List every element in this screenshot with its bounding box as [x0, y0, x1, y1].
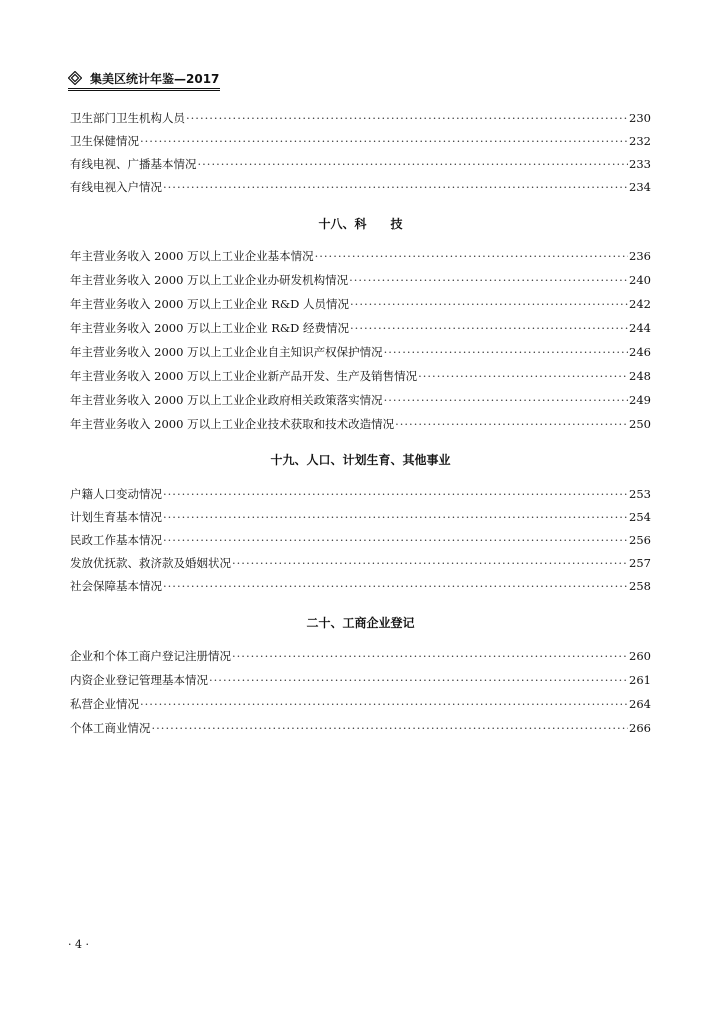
toc-entry[interactable] — [70, 342, 651, 362]
entry-title: 户籍人口变动情况 — [70, 487, 162, 501]
dot-leader — [140, 694, 628, 714]
entry-page: 232 — [629, 134, 651, 148]
page-number: · 4 · — [68, 938, 89, 951]
dot-leader — [209, 670, 628, 690]
entry-title: 年主营业务收入 2000 万以上工业企业政府相关政策落实情况 — [70, 393, 383, 407]
entry-title: 社会保障基本情况 — [70, 579, 162, 593]
entry-title: 年主营业务收入 2000 万以上工业企业自主知识产权保护情况 — [70, 345, 383, 359]
entry-title: 年主营业务收入 2000 万以上工业企业办研发机构情况 — [70, 273, 349, 287]
entry-title: 计划生育基本情况 — [70, 510, 162, 524]
entry-title: 民政工作基本情况 — [70, 533, 162, 547]
entry-title: 企业和个体工商户登记注册情况 — [70, 649, 231, 663]
dot-leader — [418, 366, 628, 386]
toc-entry[interactable] — [70, 576, 651, 596]
entry-page: 236 — [629, 249, 651, 263]
entry-page: 230 — [629, 111, 651, 125]
dot-leader — [349, 270, 628, 290]
entry-page: 257 — [629, 556, 651, 570]
entry-title: 卫生部门卫生机构人员 — [70, 111, 185, 125]
toc-entry[interactable] — [70, 390, 651, 410]
dot-leader — [232, 646, 628, 666]
dot-leader — [315, 246, 628, 266]
dot-leader — [384, 390, 628, 410]
diamond-icon — [68, 71, 82, 85]
entry-page: 233 — [629, 157, 651, 171]
toc-entry[interactable] — [70, 108, 651, 128]
entry-page: 258 — [629, 579, 651, 593]
toc-entry[interactable] — [70, 507, 651, 527]
toc-entry[interactable] — [70, 131, 651, 151]
section-heading-science: 十八、科 技 — [318, 217, 403, 231]
entry-page: 266 — [629, 721, 651, 735]
dot-leader — [152, 718, 629, 738]
dot-leader — [350, 294, 628, 314]
dot-leader — [163, 484, 628, 504]
running-header — [68, 68, 219, 88]
toc-entry[interactable] — [70, 318, 651, 338]
section-heading-population: 十九、人口、计划生育、其他事业 — [270, 453, 451, 467]
entry-title: 年主营业务收入 2000 万以上工业企业新产品开发、生产及销售情况 — [70, 369, 418, 383]
toc-entry[interactable] — [70, 694, 651, 714]
entry-title: 年主营业务收入 2000 万以上工业企业 R&D 人员情况 — [70, 297, 350, 311]
toc-entry[interactable] — [70, 646, 651, 666]
entry-page: 234 — [629, 180, 651, 194]
dot-leader — [350, 318, 628, 338]
toc-entry[interactable] — [70, 294, 651, 314]
toc-entry[interactable] — [70, 177, 651, 197]
toc-entry[interactable] — [70, 670, 651, 690]
dot-leader — [163, 576, 628, 596]
header-rule — [68, 88, 220, 91]
entry-page: 240 — [629, 273, 651, 287]
entry-title: 有线电视、广播基本情况 — [70, 157, 197, 171]
dot-leader — [395, 414, 628, 434]
dot-leader — [163, 530, 628, 550]
entry-page: 256 — [629, 533, 651, 547]
toc-entry[interactable] — [70, 270, 651, 290]
dot-leader — [198, 154, 629, 174]
toc-entry[interactable] — [70, 718, 651, 738]
entry-page: 248 — [629, 369, 651, 383]
entry-title: 内资企业登记管理基本情况 — [70, 673, 208, 687]
toc-entry[interactable] — [70, 484, 651, 504]
entry-page: 246 — [629, 345, 651, 359]
entry-title: 个体工商业情况 — [70, 721, 151, 735]
entry-page: 261 — [629, 673, 651, 687]
entry-title: 年主营业务收入 2000 万以上工业企业 R&D 经费情况 — [70, 321, 350, 335]
entry-title: 卫生保健情况 — [70, 134, 139, 148]
toc-entry[interactable] — [70, 530, 651, 550]
toc-entry[interactable] — [70, 414, 651, 434]
entry-page: 253 — [629, 487, 651, 501]
header-title: 集美区统计年鉴—2017 — [90, 71, 220, 86]
entry-page: 260 — [629, 649, 651, 663]
entry-page: 264 — [629, 697, 651, 711]
entry-page: 250 — [629, 417, 651, 431]
entry-title: 私营企业情况 — [70, 697, 139, 711]
section-heading-business-registration: 二十、工商企业登记 — [306, 616, 415, 630]
entry-title: 年主营业务收入 2000 万以上工业企业基本情况 — [70, 249, 314, 263]
entry-page: 254 — [629, 510, 651, 524]
toc-entry[interactable] — [70, 154, 651, 174]
dot-leader — [384, 342, 628, 362]
toc-entry[interactable] — [70, 246, 651, 266]
entry-title: 年主营业务收入 2000 万以上工业企业技术获取和技术改造情况 — [70, 417, 395, 431]
dot-leader — [186, 108, 628, 128]
toc-entry[interactable] — [70, 553, 651, 573]
entry-page: 244 — [629, 321, 651, 335]
entry-title: 有线电视入户情况 — [70, 180, 162, 194]
dot-leader — [163, 507, 628, 527]
entry-title: 发放优抚款、救济款及婚姻状况 — [70, 556, 231, 570]
entry-page: 242 — [629, 297, 651, 311]
dot-leader — [163, 177, 628, 197]
dot-leader — [140, 131, 628, 151]
dot-leader — [232, 553, 628, 573]
toc-entry[interactable] — [70, 366, 651, 386]
entry-page: 249 — [629, 393, 651, 407]
